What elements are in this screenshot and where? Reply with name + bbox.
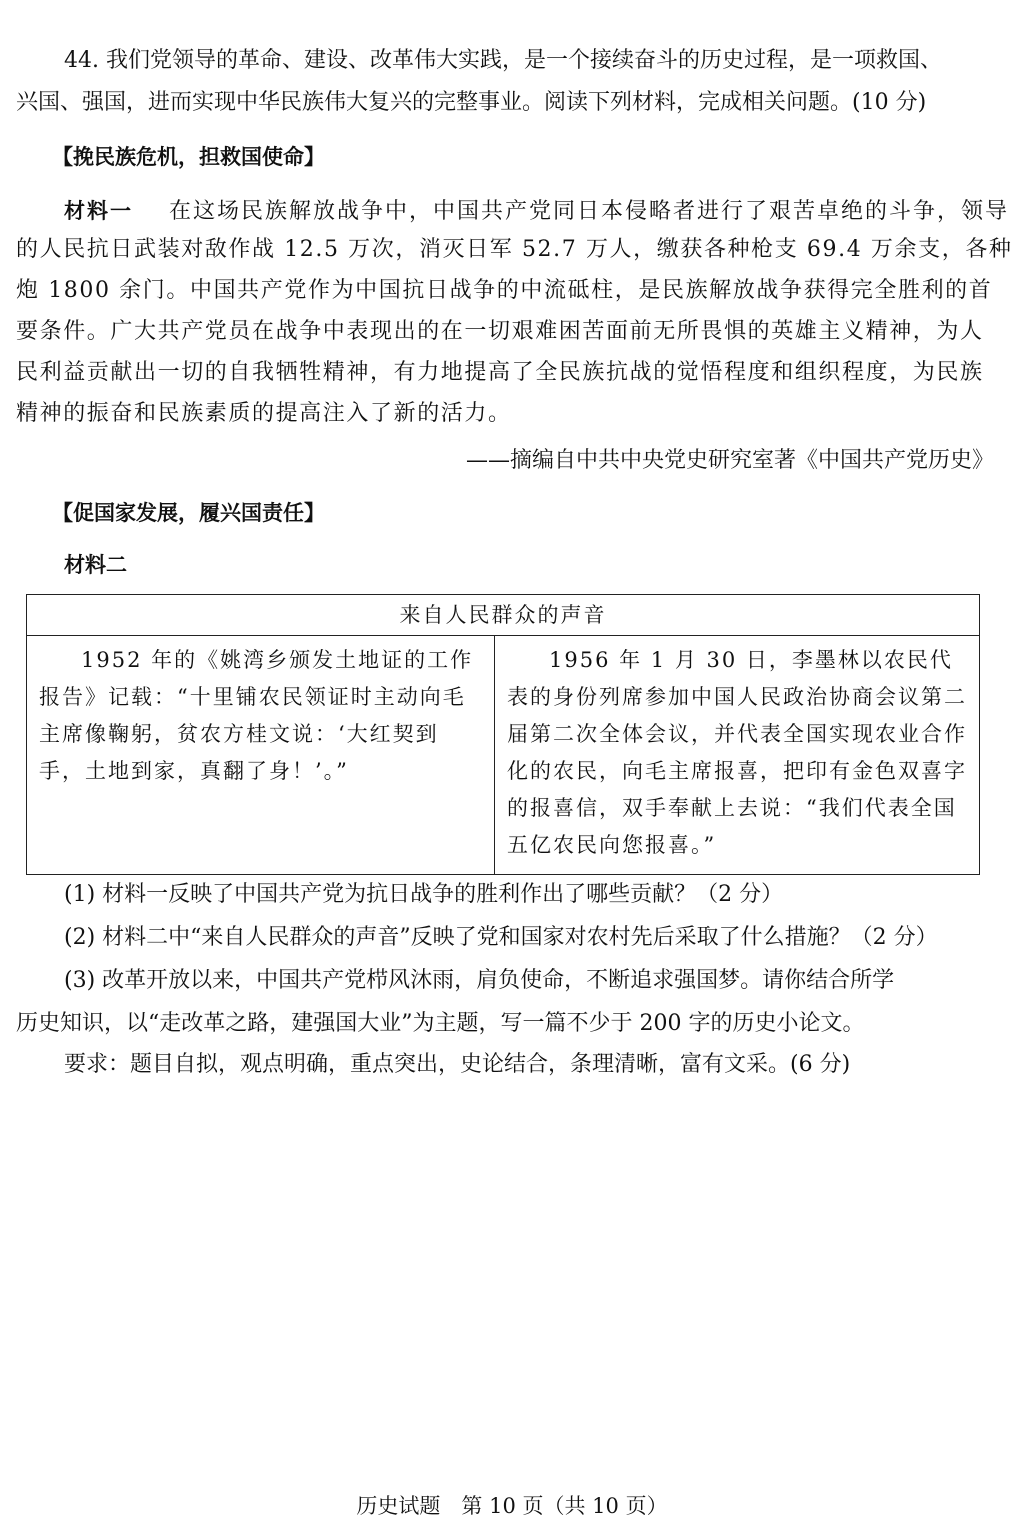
material1-line-3: 炮 1800 余门。中国共产党作为中国抗日战争的中流砥柱，是民族解放战争获得完全胜利的首 — [16, 278, 993, 303]
page-footer: 历史试题 第 10 页（共 10 页） — [356, 1494, 668, 1518]
question-intro-line-2: 兴国、强国，进而实现中华民族伟大复兴的完整事业。阅读下列材料，完成相关问题。(10 分) — [16, 90, 927, 115]
material1-line-2: 的人民抗日武装对敌作战 12.5 万次，消灭日军 52.7 万人，缴获各种枪支 69.4 万余支，各种 — [16, 237, 1013, 262]
requirement: 要求：题目自拟，观点明确，重点突出，史论结合，条理清晰，富有文采。(6 分) — [64, 1052, 851, 1077]
voices-left-cell: 1952 年的《姚湾乡颁发土地证的工作报告》记载：“十里铺农民领证时主动向毛主席像鞠躬，贫农方桂文说：‘大红契到手，土地到家，真翻了身！’。” — [27, 636, 495, 875]
section1-heading: 【挽民族危机，担救国使命】 — [52, 145, 325, 169]
material2-label: 材料二 — [64, 553, 127, 577]
question-2: (2) 材料二中“来自人民群众的声音”反映了党和国家对农村先后采取了什么措施？（2 分） — [64, 925, 938, 950]
material1-line-5: 民利益贡献出一切的自我牺牲精神，有力地提高了全民族抗战的觉悟程度和组织程度，为民族 — [16, 360, 984, 385]
voices-right-cell: 1956 年 1 月 30 日，李墨林以农民代表的身份列席参加中国人民政治协商会议第二届第二次全体会议，并代表全国实现农业合作化的农民，向毛主席报喜，把印有金色双喜字的报喜信，双手奉献上去说：“我们代表全国五亿农民向您报喜。” — [495, 636, 980, 875]
section2-heading: 【促国家发展，履兴国责任】 — [52, 501, 325, 525]
question-1: (1) 材料一反映了中国共产党为抗日战争的胜利作出了哪些贡献？（2 分） — [64, 882, 784, 907]
material1-line-6: 精神的振奋和民族素质的提高注入了新的活力。 — [16, 401, 512, 426]
question-3-line-2: 历史知识，以“走改革之路，建强国大业”为主题，写一篇不少于 200 字的历史小论文。 — [16, 1011, 865, 1036]
material1-line-4: 要条件。广大共产党员在战争中表现出的在一切艰难困苦面前无所畏惧的英雄主义精神，为人 — [16, 319, 984, 344]
material1-label: 材料一 — [64, 199, 133, 223]
material1-text-1: 在这场民族解放战争中，中国共产党同日本侵略者进行了艰苦卓绝的斗争，领导 — [169, 199, 1010, 224]
material1-line-1 — [64, 196, 1009, 227]
question-3-line-1: (3) 改革开放以来，中国共产党栉风沐雨，肩负使命，不断追求强国梦。请你结合所学 — [64, 968, 895, 993]
voices-table-title: 来自人民群众的声音 — [27, 595, 980, 636]
question-intro-line-1: 44. 我们党领导的革命、建设、改革伟大实践，是一个接续奋斗的历史过程，是一项救国、 — [64, 48, 942, 73]
voices-table — [26, 594, 980, 875]
material1-source: ——摘编自中共中央党史研究室著《中国共产党历史》 — [465, 448, 994, 473]
